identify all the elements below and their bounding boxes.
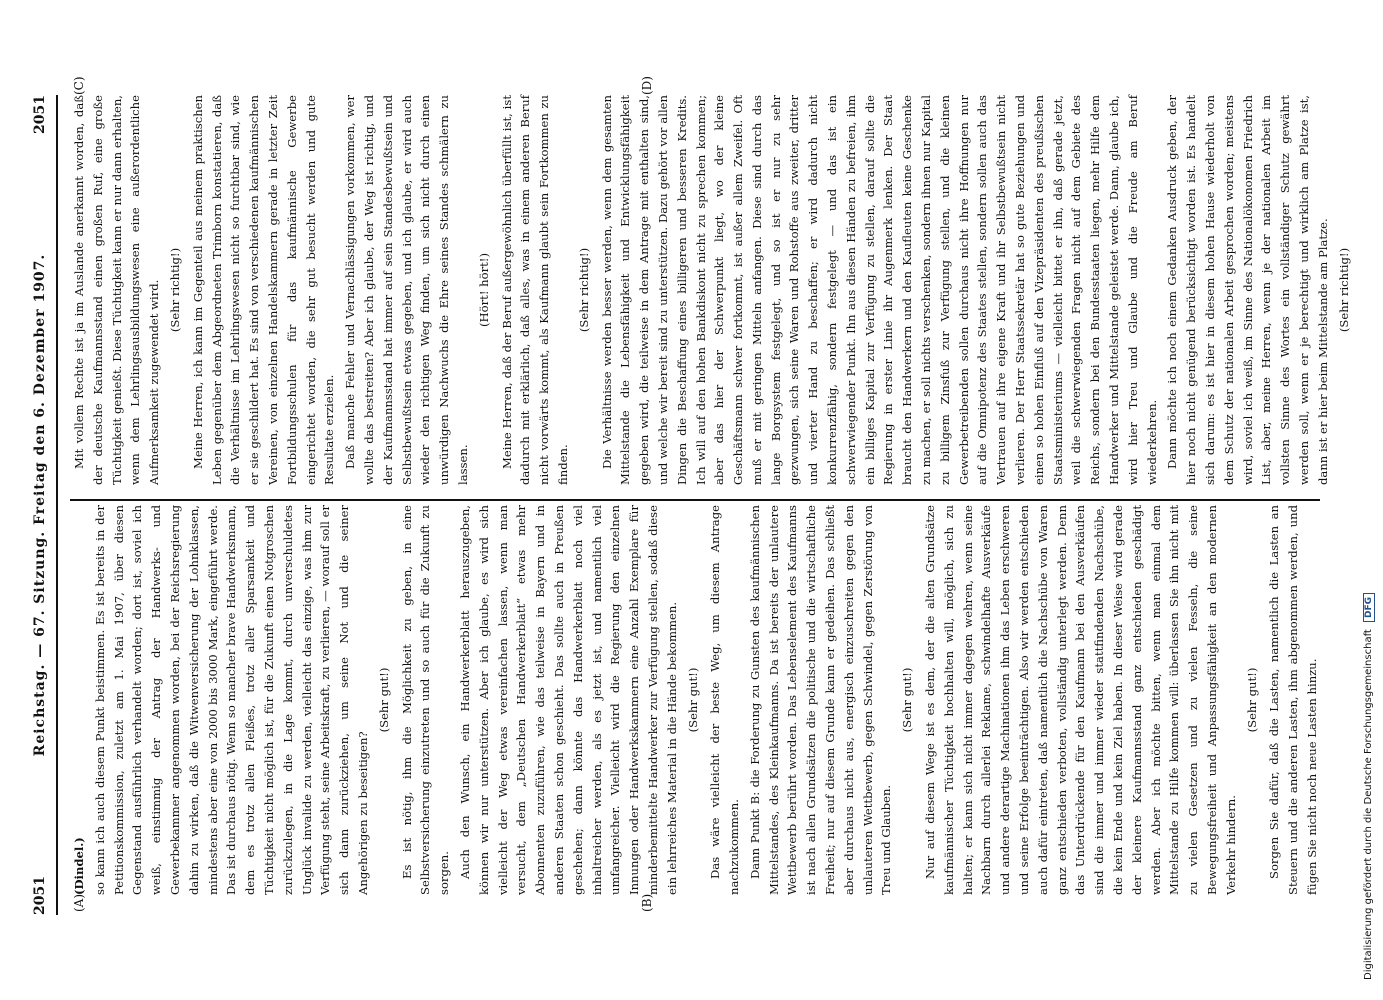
interjection: (Sehr richtig!) bbox=[576, 247, 591, 333]
interjection: (Sehr gut!) bbox=[900, 667, 915, 733]
margin-marker-a: (A) bbox=[72, 893, 86, 912]
margin-marker-c: (C) bbox=[72, 76, 86, 95]
page-header bbox=[30, 95, 58, 915]
margin-marker-d: (D) bbox=[640, 76, 654, 95]
page-title: Reichstag. — 67. Sitzung. Freitag den 6. Dezember 1907. bbox=[32, 253, 48, 757]
page-number-right: 2051 bbox=[32, 95, 48, 134]
dfg-logo: DFG bbox=[1363, 593, 1375, 622]
right-column bbox=[70, 95, 1357, 485]
interjection: (Hört! hört!) bbox=[476, 253, 491, 327]
paragraph: Auch den Wunsch, ein Handwerkerblatt herauszugeben, können wir nur unterstützen. Aber ich glaube, es wird sich vielleicht der Weg etwas vereinfachen lassen, wenn man versucht, dem „Deutschen Handwerkerblatt“ etwas mehr Abonnenten zuzuführen, wie das teilweise in Bayern und in anderen Staaten schon geschieht. Das sollte auch in Preußen geschehen; dann könnte das Handwerkerblatt noch viel inhaltreicher werden, als es jetzt ist, und namentlich viel umfangreicher. Vielleicht wird die Regierung den einzelnen Innungen oder Handwerkskammern eine Anzahl Exemplare für minderbemittelte Handwerker zur Verfügung stellen, sodaß diese ein lehrreiches Material in die Hände bekommen. bbox=[457, 505, 679, 895]
paragraph: Meine Herren, daß der Beruf außergewöhnlich überfüllt ist, ist dadurch mit erklärlich, daß alles, was in einem anderen Beruf nicht vorwärts kommt, als Kaufmann glaubt sein Fortkommen zu finden. bbox=[499, 95, 570, 485]
paragraph: so kann ich auch diesem Punkt beistimmen. Es ist bereits in der Petitionskommission, zuletzt am 1. Mai 1907, über diesen Gegenstand ausführlich verhandelt worden; dort ist, soviel ich weiß, einstimmig der Antrag der Handwerks- und Gewerbekammer angenommen worden, bei der Reichsregierung dahin zu wirken, daß die Witwenversicherung der Lohnklassen, mindestens aber eine von 2000 bis 3000 Mark, eingeführt werde. Das ist durchaus nötig. Wenn so mancher brave Handwerksmann, dem es trotz allen Fleißes, trotz aller Sparsamkeit und Tüchtigkeit nicht möglich ist, für die Zukunft einen Notgroschen zurückzulegen, in die Lage kommt, durch unverschuldetes Unglück invalide zu werden, vielleicht das einzige, was ihm zur Verfügung steht, seine Arbeitskraft, zu verlieren, — worauf soll er sich dann zurückziehen, um seine Not und die seiner Angehörigen zu beseitigen? bbox=[92, 505, 370, 895]
paragraph: Dann möchte ich noch einem Gedanken Ausdruck geben, der hier noch nicht genügend berücksichtigt worden ist. Es handelt sich darum: es ist hier in diesem hohen Hause wiederholt von dem Schutz der nationalen Arbeit gesprochen worden; meistens wird, soviel ich weiß, im Sinne des Nationalökonomen Friedrich List, aber, meine Herren, wenn je der nationalen Arbeit im vollsten Sinne des Wortes ein vollständiger Schutz gewährt werden soll, wenn er je berechtigt und wirklich am Platze ist, dann ist er hier beim Mittelstande am Platze. bbox=[1165, 95, 1330, 485]
left-column bbox=[70, 505, 1324, 895]
paragraph: Daß manche Fehler und Vernachlässigungen vorkommen, wer wollte das bestreiten? Aber ich glaube, der Weg ist richtig, und der Kaufmannsstand hat immer auf sein Standesbewußtsein und Selbstbewußtsein etwas gegeben, und ich glaube, er wird auch wieder den richtigen Weg finden, um sich nicht durch einen unwürdigen Nachwuchs die Ehre seines Standes schmälern zu lassen. bbox=[343, 95, 470, 485]
column-divider bbox=[70, 499, 1320, 501]
page-number-left: 2051 bbox=[32, 876, 48, 915]
speaker-name: (Dindel.) bbox=[72, 837, 86, 895]
paragraph: Meine Herren, ich kann im Gegenteil aus meinem praktischen Leben gegenüber dem Abgeordneten Trimborn konstatieren, daß die Verhältnisse im Lehrlingswesen nicht so furchtbar sind, wie er sie geschildert hat. Es sind von verschiedenen kaufmännischen Vereinen, von einzelnen Handelskammern gerade in letzter Zeit Fortbildungsschulen für das kaufmännische Gewerbe eingerichtet worden, die sehr gut besucht werden und gute Resultate erzielen. bbox=[190, 95, 337, 485]
interjection: (Sehr gut!) bbox=[1244, 667, 1259, 733]
margin-marker-b: (B) bbox=[640, 893, 654, 912]
paragraph: Nur auf diesem Wege ist es dem, der die alten Grundsätze kaufmännischer Tüchtigkeit hochhalten will, möglich, sich zu halten; er kann sich nicht immer dagegen wehren, wenn seine Nachbarn durch allerlei Reklame, schwindelhafte Ausverkäufe und andere derartige Machinationen ihm das Leben erschweren und seine Erfolge beeinträchtigen. Also wir werden entschieden auch dafür eintreten, daß namentlich die Nachschübe von Waren ganz entschieden verboten, vollständig unterlegt werden. Denn das Unterdrückende für den Kaufmann bei den Ausverkäufen sind die immer und immer wieder stattfindenden Nachschübe, die kein Ende und kein Ziel haben. In dieser Weise wird gerade der kleinere Kaufmannsstand ganz entschieden geschädigt werden. Aber ich möchte bitten, wenn man einmal dem Mittelstande zu Hilfe kommen will: überlassen Sie ihn nicht mit zu vielen Gesetzen und zu vielen Fesseln, die seine Bewegungsfreiheit und Anpassungsfähigkeit an den modernen Verkehr hindern. bbox=[923, 505, 1238, 895]
interjection: (Sehr gut!) bbox=[685, 667, 700, 733]
interjection: (Sehr richtig!) bbox=[167, 247, 182, 333]
footer-credit: Digitalisierung gefördert durch die Deutsche Forschungsgemeinschaft bbox=[1363, 629, 1374, 980]
page-footer bbox=[1363, 20, 1375, 980]
interjection: (Sehr gut!) bbox=[376, 667, 391, 733]
paragraph: Mit vollem Rechte ist ja im Auslande anerkannt worden, daß der deutsche Kaufmannsstand einen großen Ruf, eine große Tüchtigkeit genießt. Diese Tüchtigkeit kann er nur dann erhalten, wenn dem Lehrlingsausbildungswesen eine außerordentliche Aufmerksamkeit zugewendet wird. bbox=[72, 95, 162, 485]
interjection: (Sehr richtig!) bbox=[1336, 247, 1351, 333]
paragraph: Das wäre vielleicht der beste Weg, um diesem Antrage nachzukommen. bbox=[708, 505, 742, 895]
paragraph: Sorgen Sie dafür, daß die Lasten, namentlich die Lasten an Steuern und die anderen Lasten, ihm abgenommen werden, und fügen Sie nicht noch neue Lasten hinzu. bbox=[1267, 505, 1319, 895]
paragraph: Die Verhältnisse werden besser werden, wenn dem gesamten Mittelstande die Lebensfähigkeit und Entwicklungsfähigkeit gegeben wird, die teilweise in dem Antrage mit enthalten sind, und welche wir bereit sind zu unterstützen. Dazu gehört vor allen Dingen die Beschaffung eines billigeren und besseren Kredits. Ich will auf den hohen Bankdiskont nicht zu sprechen kommen; aber das hier der Schwerpunkt liegt, wo der kleine Geschäftsmann schwer fortkommt, ist außer allem Zweifel. Oft muß er mit geringen Mitteln anfangen. Diese sind durch das lange Borgsystem festgelegt, und so ist er nur zu sehr gezwungen, sich seine Waren und Rohstoffe aus zweiter, dritter und vierter Hand zu beschaffen; er wird dadurch nicht konkurrenzfähig, sondern festgelegt — und das ist ein schwerwiegender Punkt. Ihn aus diesen Händen zu befreien, ihm ein billiges Kapital zur Verfügung zu stellen, darauf sollte die Regierung in erster Linie ihr Augenmerk lenken. Der Staat braucht den Handwerkern und den Kaufleuten keine Geschenke zu machen, er soll nichts verschenken, sondern ihnen nur Kapital zu billigem Zinsfuß zur Verfügung stellen, und die kleinen Gewerbetreibenden sollen durchaus nicht ihre Hoffnungen nur auf die Omnipotenz des Staates stellen, sondern sollen auch das Vertrauen auf ihre eigene Kraft und ihr Selbstbewußtsein nicht verlieren. Der Herr Staatssekretär hat so gute Beziehungen und einen so hohen Einfluß auf den Vizepräsidenten des preußischen Staatsministeriums — vielleicht bittet er ihn, daß gerade jetzt, weil die schwerwiegenden Fragen nicht auf dem Gebiete des Reichs, sondern bei den Bundesstaaten liegen, mehr Hilfe dem Handwerker und Mittelstande geleistet werde. Dann, glaube ich, wird hier Treu und Glaube und die Freude am Beruf wiederkehren. bbox=[599, 95, 1159, 485]
paragraph: Es ist nötig, ihm die Möglichkeit zu geben, in eine Selbstversicherung einzutreten und so auch für die Zukunft zu sorgen. bbox=[399, 505, 452, 895]
paragraph: Dann Punkt B: die Forderung zu Gunsten des kaufmännischen Mittelstandes, des Kleinkaufmanns. Da ist bereits der unlautere Wettbewerb berührt worden. Das Lebenselement des Kaufmanns ist nach allen Grundsätzen die politische und die wirtschaftliche Freiheit; nur auf diesem Grunde kann er gedeihen. Das schließt aber durchaus nicht aus, energisch einzuschreiten gegen den unlauteren Wettbewerb, gegen Schwindel, gegen Zerstörung von Treu und Glauben. bbox=[747, 505, 894, 895]
